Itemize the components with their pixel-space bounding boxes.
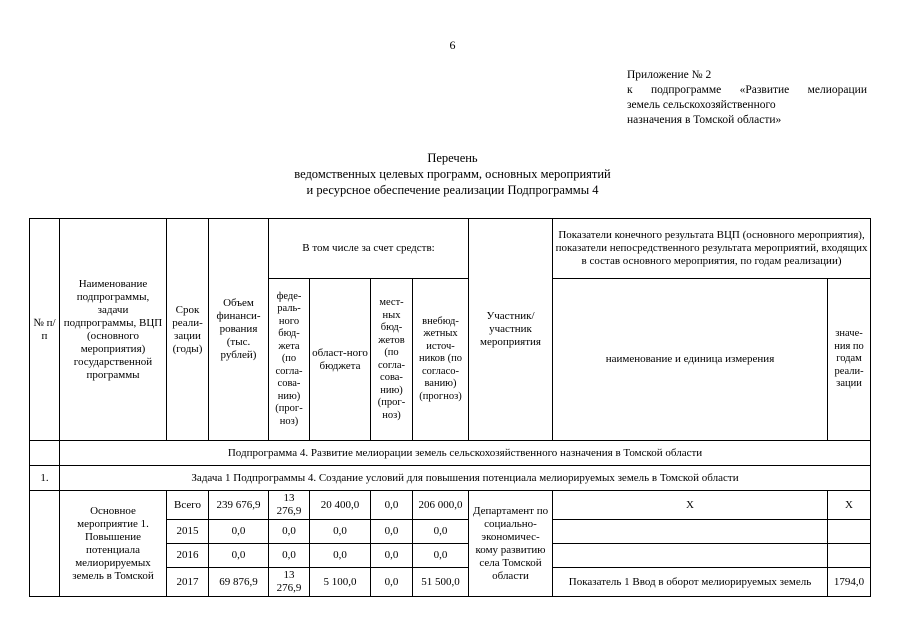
header-indicator-value: значе-ния по годам реали-зации — [828, 279, 871, 441]
subprogram-num-cell — [30, 441, 60, 466]
row-local: 0,0 — [371, 520, 413, 544]
title-line-2: ведомственных целевых программ, основных мероприятий — [294, 167, 611, 181]
header-indicator-name: наименование и единица измерения — [553, 279, 828, 441]
row-indicator-value — [828, 544, 871, 568]
header-regional: област-ного бюджета — [310, 279, 371, 441]
row-federal: 13 276,9 — [269, 491, 310, 520]
row-indicator-name — [553, 520, 828, 544]
task-num: 1. — [30, 466, 60, 491]
row-extra: 0,0 — [413, 520, 469, 544]
annex-line-3: земель сельскохозяйственного — [627, 99, 776, 111]
row-term: 2017 — [167, 568, 209, 597]
header-extra: внебюд-жетных источ-ников (по согласо-ванию) (прогноз) — [413, 279, 469, 441]
header-local: мест-ных бюд-жетов (по согла-сова-нию) (прог-ноз) — [371, 279, 413, 441]
row-indicator-value — [828, 520, 871, 544]
row-volume: 239 676,9 — [209, 491, 269, 520]
header-term: Срок реали-зации (годы) — [167, 219, 209, 441]
row-volume: 0,0 — [209, 520, 269, 544]
row-extra: 206 000,0 — [413, 491, 469, 520]
row-volume: 69 876,9 — [209, 568, 269, 597]
row-volume: 0,0 — [209, 544, 269, 568]
document-title — [0, 150, 905, 198]
row-local: 0,0 — [371, 568, 413, 597]
header-volume: Объем финанси-рования (тыс. рублей) — [209, 219, 269, 441]
row-regional: 5 100,0 — [310, 568, 371, 597]
page-number: 6 — [449, 38, 456, 52]
header-indicators: Показатели конечного результата ВЦП (основного мероприятия), показатели непосредственного результата мероприятий, входящих в состав основного мероприятия, по годам реализации) — [553, 219, 871, 279]
row-extra: 0,0 — [413, 544, 469, 568]
header-federal: феде-раль-ного бюд-жета (по согла-сова-нию) (прог-ноз) — [269, 279, 310, 441]
row-term: 2015 — [167, 520, 209, 544]
row-indicator-name: Х — [553, 491, 828, 520]
row-extra: 51 500,0 — [413, 568, 469, 597]
annex-line-4: назначения в Томской области» — [627, 114, 782, 126]
header-num: № п/п — [30, 219, 60, 441]
row-local: 0,0 — [371, 491, 413, 520]
annex-line-2: к подпрограмме «Развитие мелиорации — [627, 84, 867, 96]
row-indicator-name: Показатель 1 Ввод в оборот мелиорируемых земель — [553, 568, 828, 597]
title-line-1: Перечень — [427, 151, 478, 165]
row-term: 2016 — [167, 544, 209, 568]
header-name: Наименование подпрограммы, задачи подпрограммы, ВЦП (основного мероприятия) государственной программы — [60, 219, 167, 441]
title-line-3: и ресурсное обеспечение реализации Подпрограммы 4 — [306, 183, 599, 197]
row-regional: 20 400,0 — [310, 491, 371, 520]
header-including: В том числе за счет средств: — [269, 219, 469, 279]
row-regional: 0,0 — [310, 544, 371, 568]
row-federal: 0,0 — [269, 544, 310, 568]
row-indicator-value: Х — [828, 491, 871, 520]
row-regional: 0,0 — [310, 520, 371, 544]
row-local: 0,0 — [371, 544, 413, 568]
row-federal: 13 276,9 — [269, 568, 310, 597]
subprogram-row: Подпрограмма 4. Развитие мелиорации земель сельскохозяйственного назначения в Томской области — [60, 441, 871, 466]
activity-num-cell — [30, 491, 60, 597]
row-indicator-name — [553, 544, 828, 568]
header-participant: Участник/ участник мероприятия — [469, 219, 553, 441]
task-row: Задача 1 Подпрограммы 4. Создание условий для повышения потенциала мелиорируемых земель в Томской области — [60, 466, 871, 491]
program-table — [29, 218, 871, 597]
row-term: Всего — [167, 491, 209, 520]
activity-participant: Департамент по социально-экономичес-кому развитию села Томской области — [469, 491, 553, 597]
annex-block — [627, 68, 867, 128]
row-indicator-value: 1794,0 — [828, 568, 871, 597]
annex-line-1: Приложение № 2 — [627, 69, 712, 81]
activity-name: Основное мероприятие 1. Повышение потенциала мелиорируемых земель в Томской — [60, 491, 167, 597]
row-federal: 0,0 — [269, 520, 310, 544]
